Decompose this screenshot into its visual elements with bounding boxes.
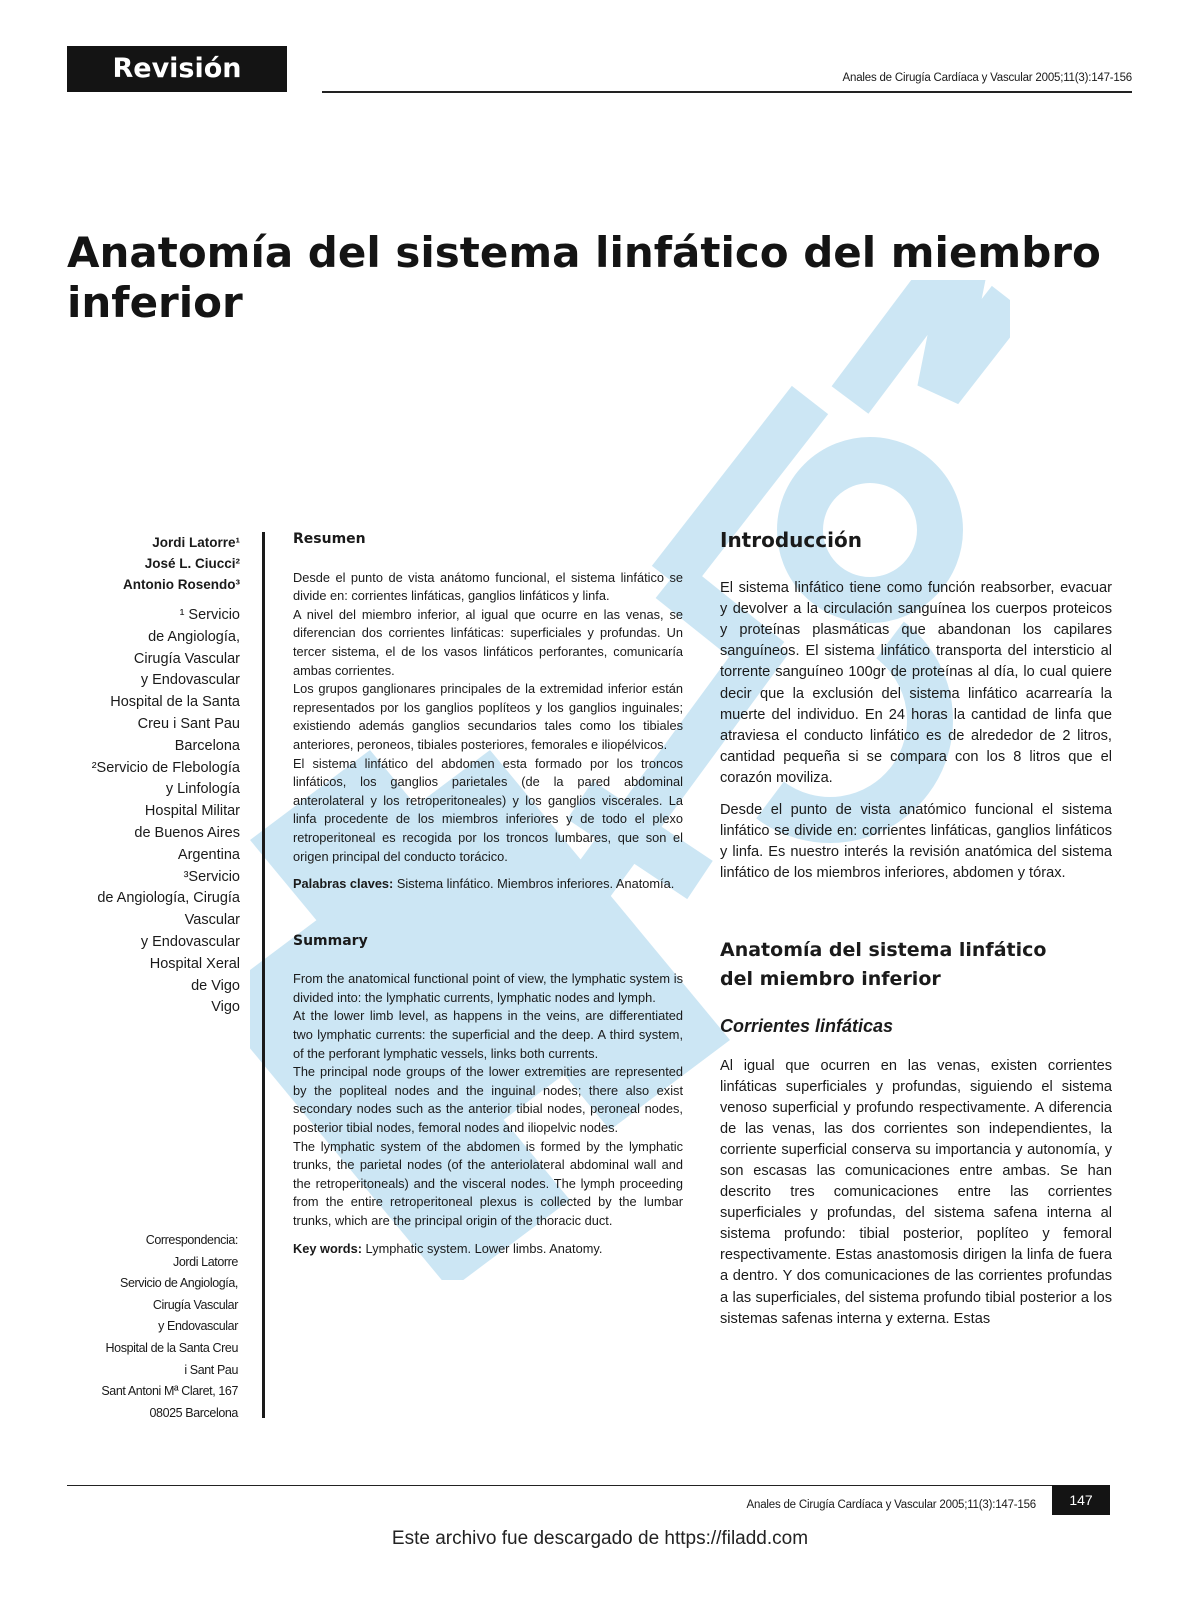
affiliation-line: ¹ Servicio	[179, 607, 240, 623]
keywords-label: Key words:	[293, 1240, 362, 1256]
palabras-text: Sistema linfático. Miembros inferiores. Anatomía.	[396, 876, 675, 892]
affiliation-line: ²Servicio de Flebología	[91, 759, 240, 776]
header-journal-citation: Anales de Cirugía Cardíaca y Vascular 2005;11(3):147-156	[842, 72, 1132, 84]
correspondence-line: Cirugía Vascular	[152, 1297, 238, 1312]
correspondence-line: 08025 Barcelona	[149, 1405, 238, 1420]
affiliation-line: Vigo	[211, 999, 240, 1016]
author-name: Jordi Latorre¹	[152, 535, 240, 550]
affiliation-line: y Endovascular	[140, 933, 240, 950]
page-number: 147	[1052, 1485, 1110, 1515]
author-name: Antonio Rosendo³	[123, 577, 240, 592]
resumen-paragraph: Desde el punto de vista anátomo funcional, el sistema linfático se divide en: corrientes linfáticas, ganglios linfáticos y linfa.	[293, 569, 683, 604]
affiliation-line: Hospital Militar	[144, 803, 240, 820]
correspondence-line: i Sant Pau	[184, 1362, 238, 1377]
affiliation-line: Vascular	[184, 912, 240, 929]
section-heading-line: Anatomía del sistema linfático	[720, 939, 1047, 962]
affiliation-line: Hospital de la Santa	[110, 694, 240, 711]
correspondence-line: Sant Antoni Mª Claret, 167	[101, 1384, 238, 1399]
affiliation-line: Argentina	[177, 846, 240, 863]
palabras-label: Palabras claves:	[293, 876, 394, 892]
affiliation-line: y Linfología	[165, 781, 240, 798]
section-heading	[720, 936, 1112, 994]
summary-paragraph: From the anatomical functional point of view, the lymphatic system is divided into: the lymphatic currents, lymphatic nodes and lymph.	[293, 971, 683, 1005]
resumen-heading: Resumen	[293, 531, 366, 547]
summary-paragraph: At the lower limb level, as happens in the veins, are differentiated two lymphatic currents: the superficial and the deep. A third system, of the perforant lymphatic vessels, links both currents.	[293, 1008, 683, 1061]
affiliation-line: de Buenos Aires	[134, 824, 240, 841]
subsection-paragraph: Al igual que ocurren en las venas, existen corrientes linfáticas superficiales y profundas, siguiendo el sistema venoso superficial y profundo respectivamente. A diferencia de las venas, las dos corrientes son independientes, la corriente superficial conserva su importancia y autonomía, y son escasas las comunicaciones entre ambas. Se han descrito tres comunicaciones entre las corrientes superficiales y profundas, del sistema safena interna al sistema profundo: tibial posterior, poplíteo y femoral respectivamente. Estas anastomosis dirigen la linfa de fuera a dentro. Y dos comunicaciones de las corrientes profundas a las superficiales, del sistema profundo tibial posterior a los sistemas safenas interna y externa. Estas	[720, 1057, 1112, 1327]
correspondence-line: Correspondencia:	[145, 1233, 238, 1247]
section-label: Revisión	[67, 46, 287, 92]
correspondence-block	[60, 1230, 238, 1424]
affiliation-line: y Endovascular	[140, 672, 240, 689]
abstract-column	[293, 530, 683, 1258]
intro-paragraph: El sistema linfático tiene como función reabsorber, evacuar y devolver a la circulación sanguínea los cuerpos proteicos y proteínas plasmáticas que abandonan los capilares sanguíneos. El sistema linfático transporta del intersticio al torrente sanguíneo 100gr de proteínas al día, lo cual quiere decir que la exclusión del sistema linfático acarrearía la muerte del individuo. En 24 horas la cantidad de linfa que atraviesa el conducto linfático es de alrededor de 2 litros, cantidad pequeña si se compara con los 8 litros que el corazón moviliza.	[720, 580, 1112, 786]
affiliation-line: Hospital Xeral	[149, 955, 240, 972]
download-note: Este archivo fue descargado de https://filadd.com	[391, 1528, 809, 1549]
author-block	[60, 532, 240, 1019]
footer-divider	[67, 1485, 1055, 1486]
intro-heading: Introducción	[720, 528, 862, 552]
affiliation-line: Creu i Sant Pau	[137, 715, 240, 732]
summary-paragraph: The lymphatic system of the abdomen is formed by the lymphatic trunks, the parietal nodes (of the anteriolateral abdominal wall and the retroperitoneals) and the visceral nodes. The lymph proceeding from the entire retroperitoneal plexus is collected by the lumbar trunks, which are the principal origin of the thoracic duct.	[293, 1138, 683, 1228]
affiliation-line: ³Servicio	[183, 868, 240, 885]
resumen-paragraph: El sistema linfático del abdomen esta formado por los troncos linfáticos, los ganglios parietales (de la pared abdominal anterolateral y los retroperitoneales) y los ganglios viscerales. La linfa procedente de los miembros inferiores y de todo el plexo retroperitoneal es recogida por los troncos lumbares, que son el origen principal del conducto torácico.	[293, 755, 683, 864]
palabras-claves	[293, 875, 683, 894]
correspondence-line: Servicio de Angiología,	[120, 1276, 238, 1291]
resumen-paragraph: A nivel del miembro inferior, al igual que ocurre en las venas, se diferencian dos corrientes linfáticas: superficiales y profundas. Un tercer sistema, el de los vasos linfáticos perforantes, comunicaría ambas corrientes.	[293, 606, 683, 678]
keywords-text: Lymphatic system. Lower limbs. Anatomy.	[365, 1240, 603, 1256]
affiliation-line: de Angiología,	[148, 628, 240, 645]
column-divider	[262, 532, 265, 1418]
correspondence-line: Hospital de la Santa Creu	[105, 1340, 238, 1355]
author-name: José L. Ciucci²	[144, 556, 240, 571]
affiliation-line: de Angiología, Cirugía	[97, 890, 240, 907]
header-divider	[322, 91, 1132, 93]
section-heading-line: del miembro inferior	[720, 968, 941, 991]
summary-paragraph: The principal node groups of the lower extremities are represented by the popliteal nodes and the inguinal nodes; there also exist secondary nodes such as the anterior tibial nodes, peroneal nodes, posterior tibial nodes, femoral nodes and iliopelvic nodes.	[293, 1064, 683, 1136]
correspondence-line: y Endovascular	[158, 1319, 238, 1334]
author-names	[60, 532, 240, 595]
intro-paragraph: Desde el punto de vista anatómico funcional el sistema linfático se divide en: corrientes linfáticas, ganglios linfáticos y linfa. Es nuestro interés la revisión anatómica del sistema linfático de los miembros inferiores, abdomen y tórax.	[720, 802, 1112, 882]
resumen-paragraph: Los grupos ganglionares principales de la extremidad inferior están representados por los ganglios poplíteos y los ganglios inguinales; existiendo además ganglios secundarios tales como los tibiales anteriores, peroneos, tibiales posteriores, femorales e iliopélvicos.	[293, 681, 683, 752]
correspondence-line: Jordi Latorre	[173, 1254, 238, 1269]
affiliations	[60, 605, 240, 1019]
key-words	[293, 1240, 683, 1259]
affiliation-line: Cirugía Vascular	[133, 650, 240, 667]
affiliation-line: de Vigo	[191, 977, 240, 994]
body-column	[720, 530, 1112, 1330]
affiliation-line: Barcelona	[174, 737, 240, 754]
footer-journal-citation: Anales de Cirugía Cardíaca y Vascular 2005;11(3):147-156	[746, 1499, 1036, 1511]
summary-heading: Summary	[293, 932, 368, 949]
article-title: Anatomía del sistema linfático del miembro inferior	[67, 228, 1101, 327]
subsection-heading: Corrientes linfáticas	[720, 1016, 894, 1037]
